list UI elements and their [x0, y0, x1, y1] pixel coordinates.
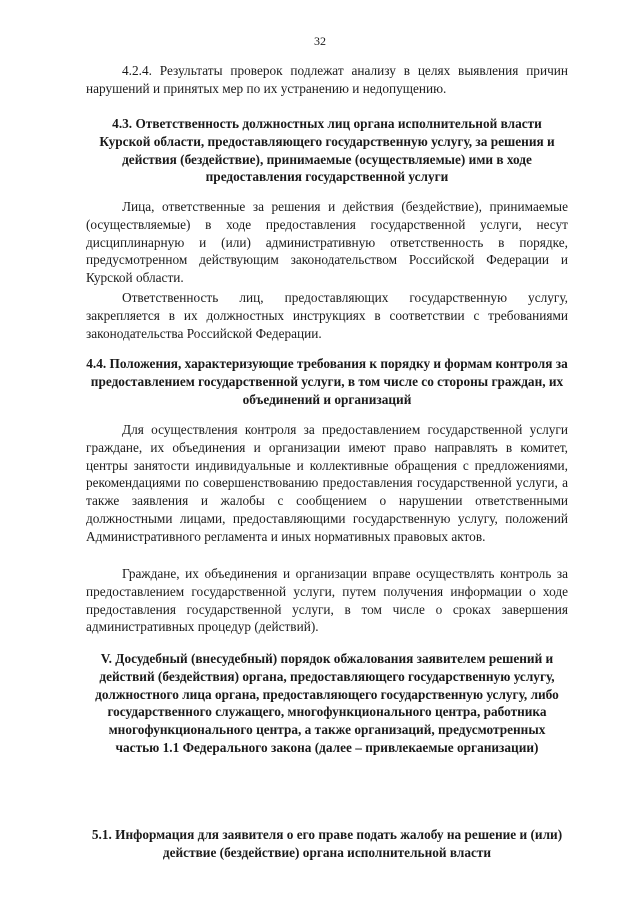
- paragraph-4-4-control: Для осуществления контроля за предоставлением государственной услуги граждане, их объединения и организации имеют право направлять в комитет, центры занятости индивидуальные и коллективные обращения с предложениями, рекомендациями по совершенствованию предоставления государственной услуги, а также заявления и жалобы с сообщением о нарушении ответственными должностными лицами, предоставляющими государственную услугу, положений Административного регламента и иных нормативных правовых актов.: [86, 422, 568, 544]
- heading-4-3: 4.3. Ответственность должностных лиц органа исполнительной власти Курской области, предоставляющего государственную услугу, за решения и действия (бездействие), принимаемые (осуществляемые) ими в ходе предоставления государственной услуги: [99, 116, 555, 185]
- heading-section-v: V. Досудебный (внесудебный) порядок обжалования заявителем решений и действий (бездействия) органа, предоставляющего государственную услугу, должностного лица органа, предоставляющего государственную услугу, либо государственного служащего, многофункционального центра, работника многофункционального центра, а также организаций, предусмотренных частью 1.1 Федерального закона (далее – привлекаемые организации): [95, 651, 559, 755]
- heading-4-4: 4.4. Положения, характеризующие требования к порядку и формам контроля за предоставлением государственной услуги, в том числе со стороны граждан, их объединений и организаций: [86, 356, 568, 407]
- paragraph-4-4-citizens: Граждане, их объединения и организации вправе осуществлять контроль за предоставлением государственной услуги, путем получения информации о ходе предоставления государственной услуги, в том числе о сроках завершения административных процедур (действий).: [86, 566, 568, 635]
- heading-5-1: 5.1. Информация для заявителя о его праве подать жалобу на решение и (или) действие (бездействие) органа исполнительной власти: [91, 827, 563, 860]
- paragraph-4-3-liability: Лица, ответственные за решения и действия (бездействие), принимаемые (осуществляемые) в ходе предоставления государственной услуги, несут дисциплинарную и (или) административную ответственность в порядке, предусмотренном действующим законодательством Российской Федерации и Курской области.: [86, 199, 568, 286]
- page-number: 32: [314, 34, 326, 48]
- paragraph-4-2-4: 4.2.4. Результаты проверок подлежат анализу в целях выявления причин нарушений и принятых мер по их устранению и недопущению.: [86, 63, 568, 96]
- paragraph-4-3-instructions: Ответственность лиц, предоставляющих государственную услугу, закрепляется в их должностных инструкциях в соответствии с требованиями законодательства Российской Федерации.: [86, 290, 568, 341]
